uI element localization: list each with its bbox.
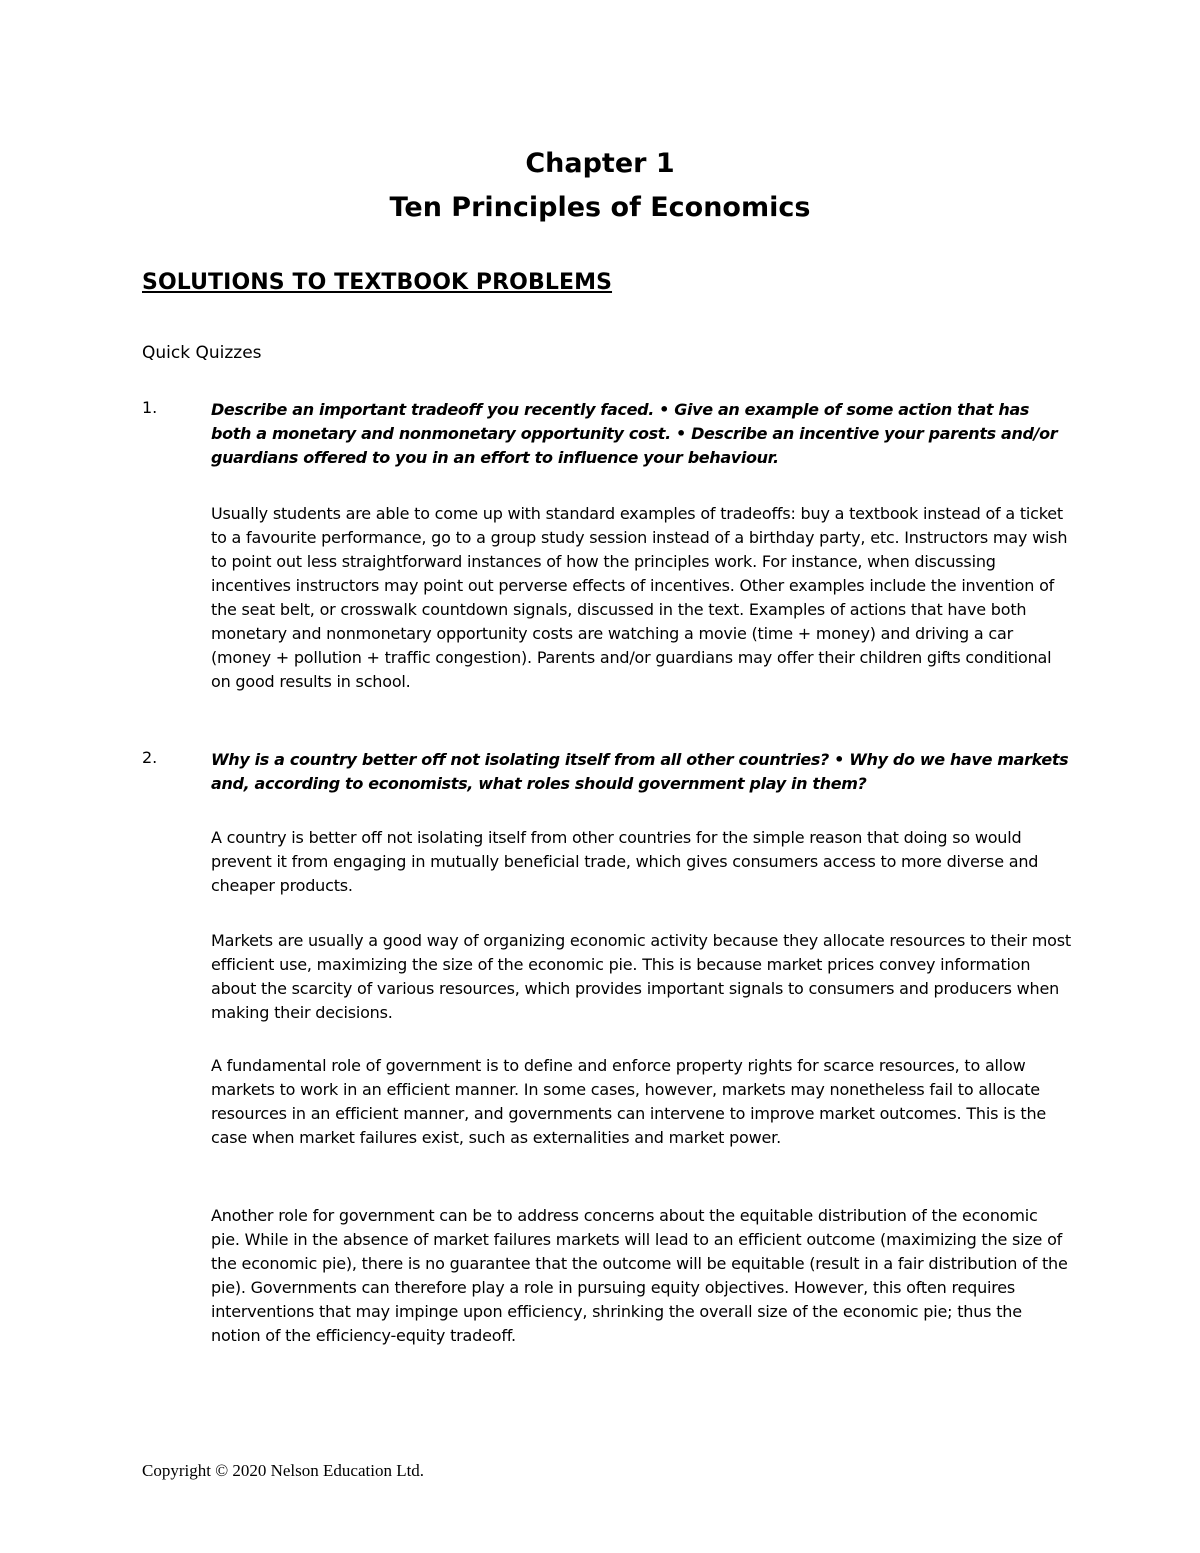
chapter-name: Ten Principles of Economics bbox=[389, 192, 811, 223]
question-prompt: Describe an important tradeoff you recently faced. • Give an example of some action that has both a monetary and nonmonetary opportunity cost. • Describe an incentive your parents and/or guardians offered to you in an effort to influence your behaviour. bbox=[211, 400, 1058, 467]
answer-paragraph: A fundamental role of government is to define and enforce property rights for scarce resources, to allow markets to work in an efficient manner. In some cases, however, markets may nonetheless fail to allocate resources in an efficient manner, and governments can intervene to improve market outcomes. This is the case when market failures exist, such as externalities and market power. bbox=[211, 1056, 1047, 1147]
question-prompt: Why is a country better off not isolating itself from all other countries? • Why do we have markets and, according to economists, what roles should government play in them? bbox=[211, 750, 1069, 793]
answer-paragraph: Another role for government can be to address concerns about the equitable distribution of the economic pie. While in the absence of market failures markets will lead to an efficient outcome (maximizing the size of the economic pie), there is no guarantee that the outcome will be equitable (result in a fair distribution of the pie). Governments can therefore play a role in pursuing equity objectives. However, this often requires interventions that may impinge upon efficiency, shrinking the overall size of the economic pie; thus the notion of the efficiency-equity tradeoff. bbox=[211, 1206, 1068, 1345]
question-number: 2. bbox=[142, 748, 158, 767]
chapter-title bbox=[0, 142, 1200, 230]
answer-paragraph: Markets are usually a good way of organizing economic activity because they allocate resources to their most efficient use, maximizing the size of the economic pie. This is because market prices convey information about the scarcity of various resources, which provides important signals to consumers and producers when making their decisions. bbox=[211, 931, 1071, 1022]
answer-paragraph: Usually students are able to come up with standard examples of tradeoffs: buy a textbook instead of a ticket to a favourite performance, go to a group study session instead of a birthday party, etc. Instructors may wish to point out less straightforward instances of how the principles work. For instance, when discussing incentives instructors may point out perverse effects of incentives. Other examples include the invention of the seat belt, or crosswalk countdown signals, discussed in the text. Examples of actions that have both monetary and nonmonetary opportunity costs are watching a movie (time + money) and driving a car (money + pollution + traffic congestion). Parents and/or guardians may offer their children gifts conditional on good results in school. bbox=[211, 504, 1068, 691]
quick-quizzes-heading: Quick Quizzes bbox=[142, 343, 262, 363]
section-heading: SOLUTIONS TO TEXTBOOK PROBLEMS bbox=[142, 270, 613, 295]
copyright-footer: Copyright © 2020 Nelson Education Ltd. bbox=[142, 1461, 425, 1480]
answer-paragraph: A country is better off not isolating itself from other countries for the simple reason that doing so would prevent it from engaging in mutually beneficial trade, which gives consumers access to more diverse and cheaper products. bbox=[211, 828, 1039, 895]
chapter-number: Chapter 1 bbox=[525, 148, 675, 179]
question-number: 1. bbox=[142, 398, 158, 417]
